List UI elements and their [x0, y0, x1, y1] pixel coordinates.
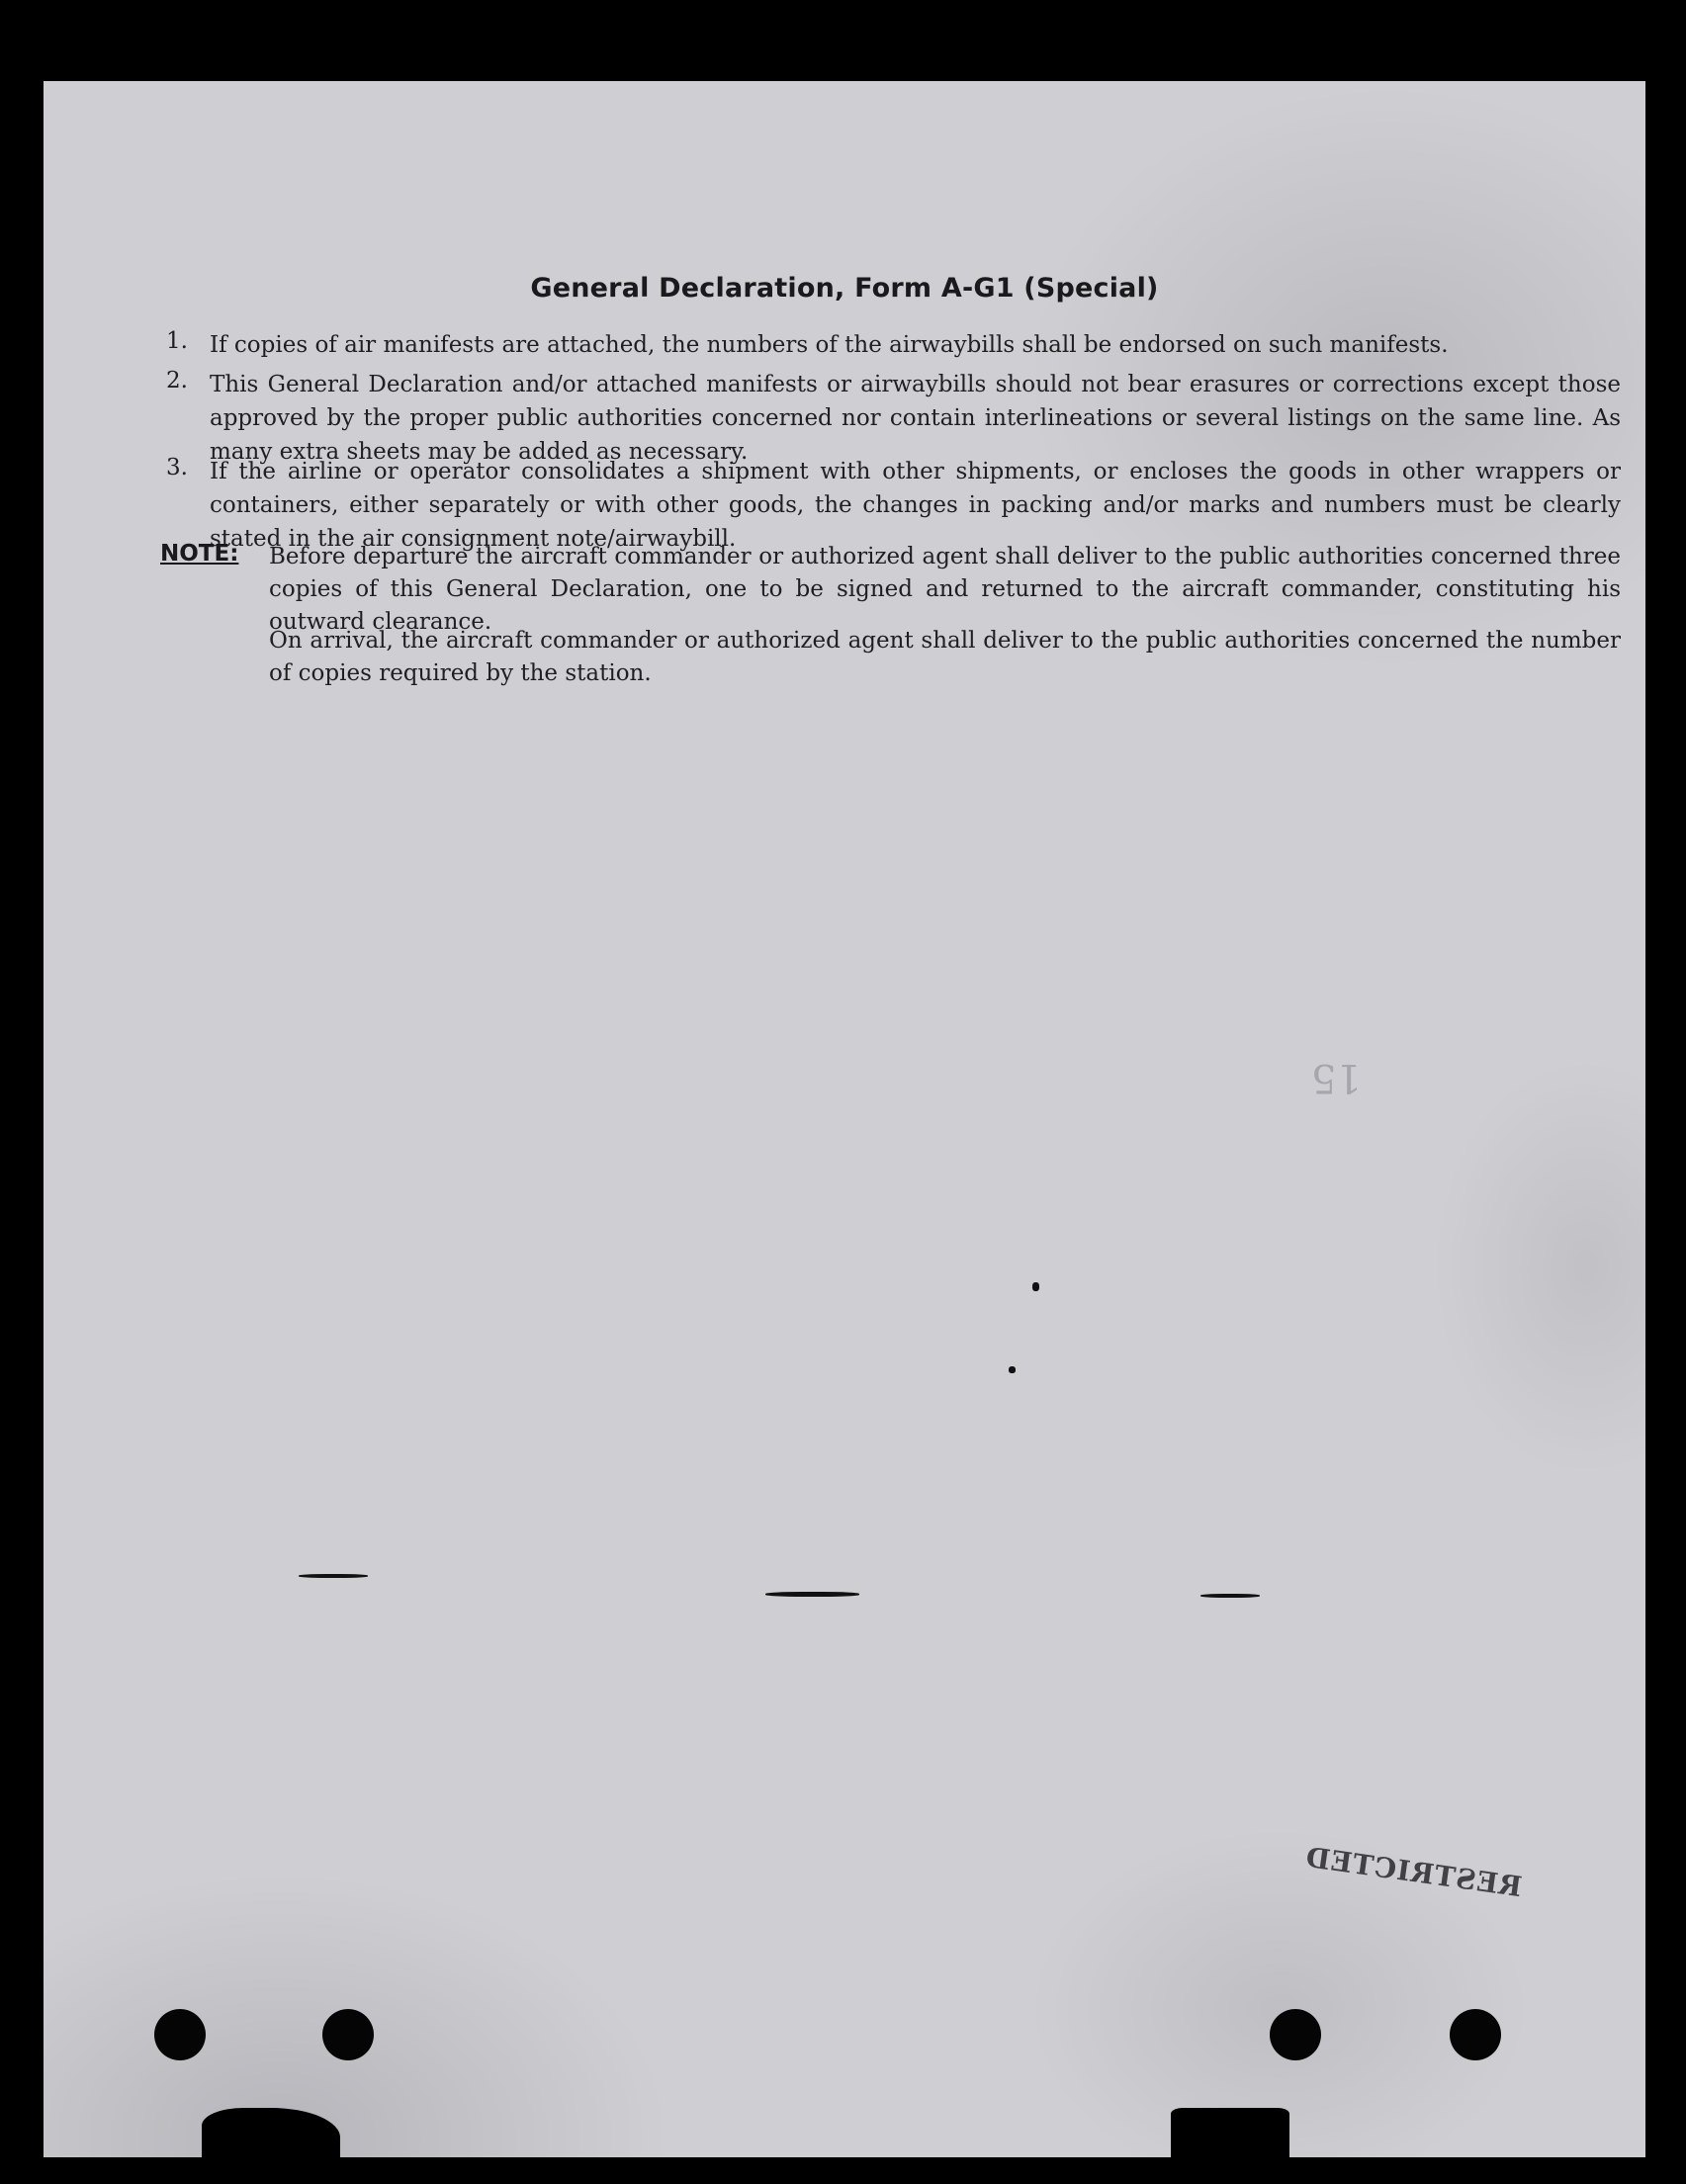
note-paragraph-arrival: On arrival, the aircraft commander or authorized agent shall deliver to the public authorities concerned the number of copies required by the station.	[269, 628, 1621, 686]
item-number: 3.	[166, 455, 188, 480]
ink-speck	[1032, 1282, 1039, 1291]
punch-hole	[322, 2009, 374, 2060]
item-text: If copies of air manifests are attached, the numbers of the airwaybills shall be endorsed on such manifests.	[210, 332, 1449, 358]
document-title: General Declaration, Form A-G1 (Special)	[530, 273, 1159, 304]
punch-hole	[1450, 2009, 1501, 2060]
punch-hole	[1270, 2009, 1321, 2060]
note-paragraph-departure: Before departure the aircraft commander or authorized agent shall deliver to the public authorities concerned three copies of this General Declaration, one to be signed and returned to the aircraft commander, constituting his outward clearance.	[269, 544, 1621, 635]
ink-speck	[765, 1592, 859, 1597]
item-text: This General Declaration and/or attached manifests or airwaybills should not bear erasures or corrections except those approved by the proper public authorities concerned nor contain interlineations or several listings on the same line. As many extra sheets may be added as necessary.	[210, 372, 1621, 465]
ink-speck	[1200, 1594, 1260, 1598]
ink-speck	[1009, 1366, 1016, 1373]
torn-edge	[202, 2108, 340, 2167]
bleed-through-mark: 15	[1311, 1055, 1362, 1100]
punch-hole	[154, 2009, 206, 2060]
item-number: 2.	[166, 368, 188, 393]
item-number: 1.	[166, 328, 188, 354]
document-page	[44, 81, 1645, 2157]
restricted-stamp: RESTRICTED	[1302, 1840, 1525, 1904]
note-label: NOTE:	[160, 541, 239, 567]
ink-speck	[299, 1574, 368, 1578]
item-text: If the airline or operator consolidates a shipment with other shipments, or encloses the goods in other wrappers or containers, either separately or with other goods, the changes in packing and/or marks and numbers must be clearly stated in the air consignment note/airwaybill.	[210, 459, 1621, 552]
torn-edge	[1171, 2108, 1289, 2167]
